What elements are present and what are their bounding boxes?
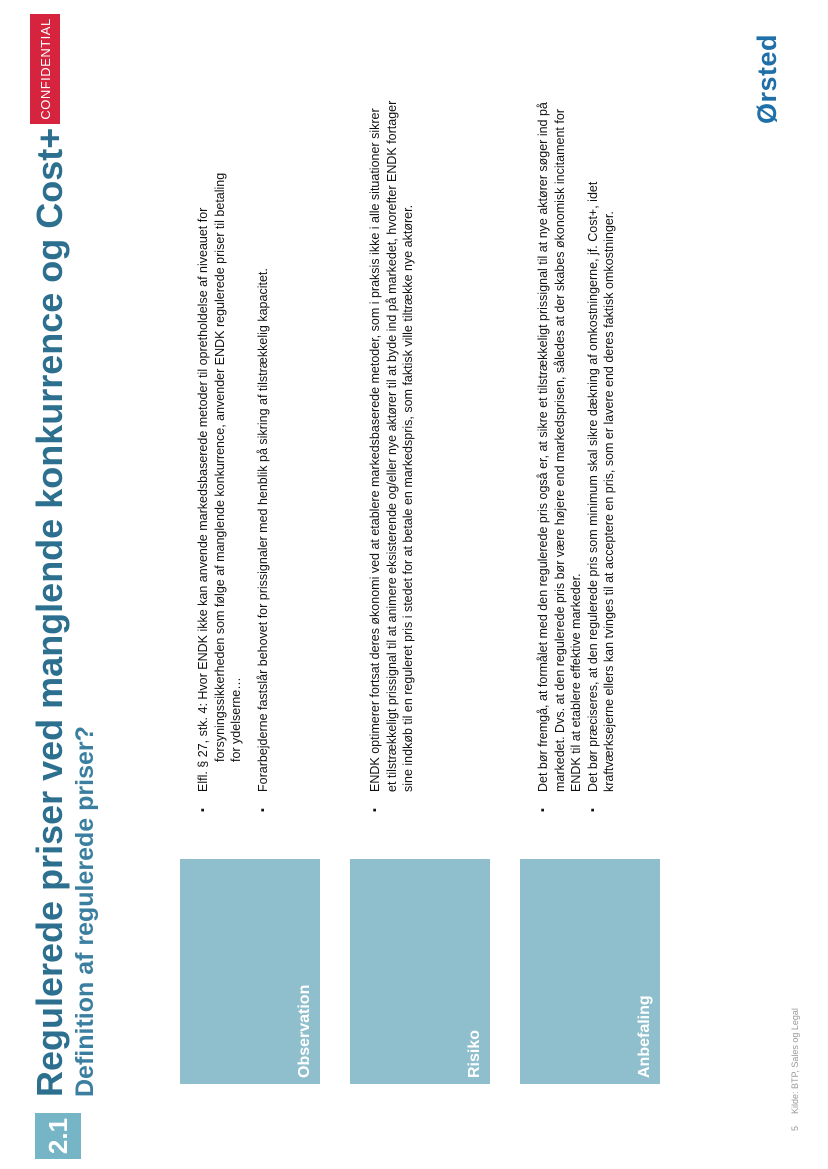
orsted-logo: Ørsted bbox=[752, 33, 782, 124]
page-title: Regulerede priser ved manglende konkurrence og Cost+ bbox=[29, 127, 70, 1097]
anbefaling-bullet-1-line-2: markedet. Dvs. at den regulerede pris bør være højere end markedsprisen, således at der skabes økonomisk incitament for bbox=[552, 109, 567, 792]
confidential-badge: CONFIDENTIAL bbox=[30, 14, 60, 124]
risiko-label-box bbox=[350, 859, 490, 1084]
observation-bullet-1-cont-2: for ydelserne… bbox=[229, 677, 243, 762]
observation-text bbox=[195, 24, 271, 814]
section-number-badge: 2.1 bbox=[35, 1113, 81, 1159]
anbefaling-label: Anbefaling bbox=[636, 995, 653, 1078]
source-note: Kilde: BTP, Sales og Legal bbox=[790, 1008, 800, 1114]
risiko-text bbox=[367, 24, 417, 814]
page-number: 5 bbox=[790, 1125, 800, 1131]
page-subtitle: Definition af regulerede priser? bbox=[71, 726, 99, 1097]
observation-bullet-1: ▪ Elfl. § 27, stk. 4: Hvor ENDK ikke kan anvende markedsbaserede metoder til opretholdelse af niveauet for bbox=[195, 24, 212, 814]
anbefaling-label-box bbox=[520, 859, 660, 1084]
risiko-label: Risiko bbox=[466, 1029, 483, 1078]
anbefaling-bullet-2-line-2: kraftværksejerne ellers kan tvinges til at acceptere en pris, som er lavere end deres faktisk omkostninger. bbox=[602, 211, 616, 792]
anbefaling-bullet-2-line-1: ▪ Det bør præciseres, at den regulerede pris som minimum skal sikre dækning af omkostningerne, jf. Cost+, idet bbox=[585, 24, 602, 814]
observation-label-box bbox=[180, 859, 320, 1084]
anbefaling-bullet-1-line-3: ENDK til at etablere effektive markeder. bbox=[569, 573, 583, 792]
risiko-line-3: sine indkøb til en reguleret pris i stedet for at betale en markedspris, som faktisk ville tiltrække nye aktører. bbox=[401, 204, 415, 792]
observation-label: Observation bbox=[296, 984, 313, 1078]
observation-bullet-2: ▪ Forarbejderne fastslår behovet for prissignaler med henblik på sikring af tilstrækkelig kapacitet. bbox=[255, 24, 272, 814]
risiko-line-2: et tilstrækkeligt prissignal til at animere eksisterende og/eller nye aktører til at byde ind på markedet, hvorefter ENDK fortager bbox=[384, 100, 399, 792]
anbefaling-text bbox=[535, 24, 618, 814]
risiko-line-1: ▪ ENDK optimerer fortsat deres økonomi ved at etablere markedsbaserede metoder, som i praksis ikke i alle situationer sikrer bbox=[367, 24, 384, 814]
anbefaling-bullet-1-line-1: ▪ Det bør fremgå, at formålet med den regulerede pris også er, at sikre et tilstrækkeligt prissignal til at nye aktører søger ind på bbox=[535, 24, 552, 814]
observation-bullet-1-cont-1: forsyningssikkerheden som følge af manglende konkurrence, anvender ENDK regulerede priser til betaling bbox=[212, 172, 227, 762]
